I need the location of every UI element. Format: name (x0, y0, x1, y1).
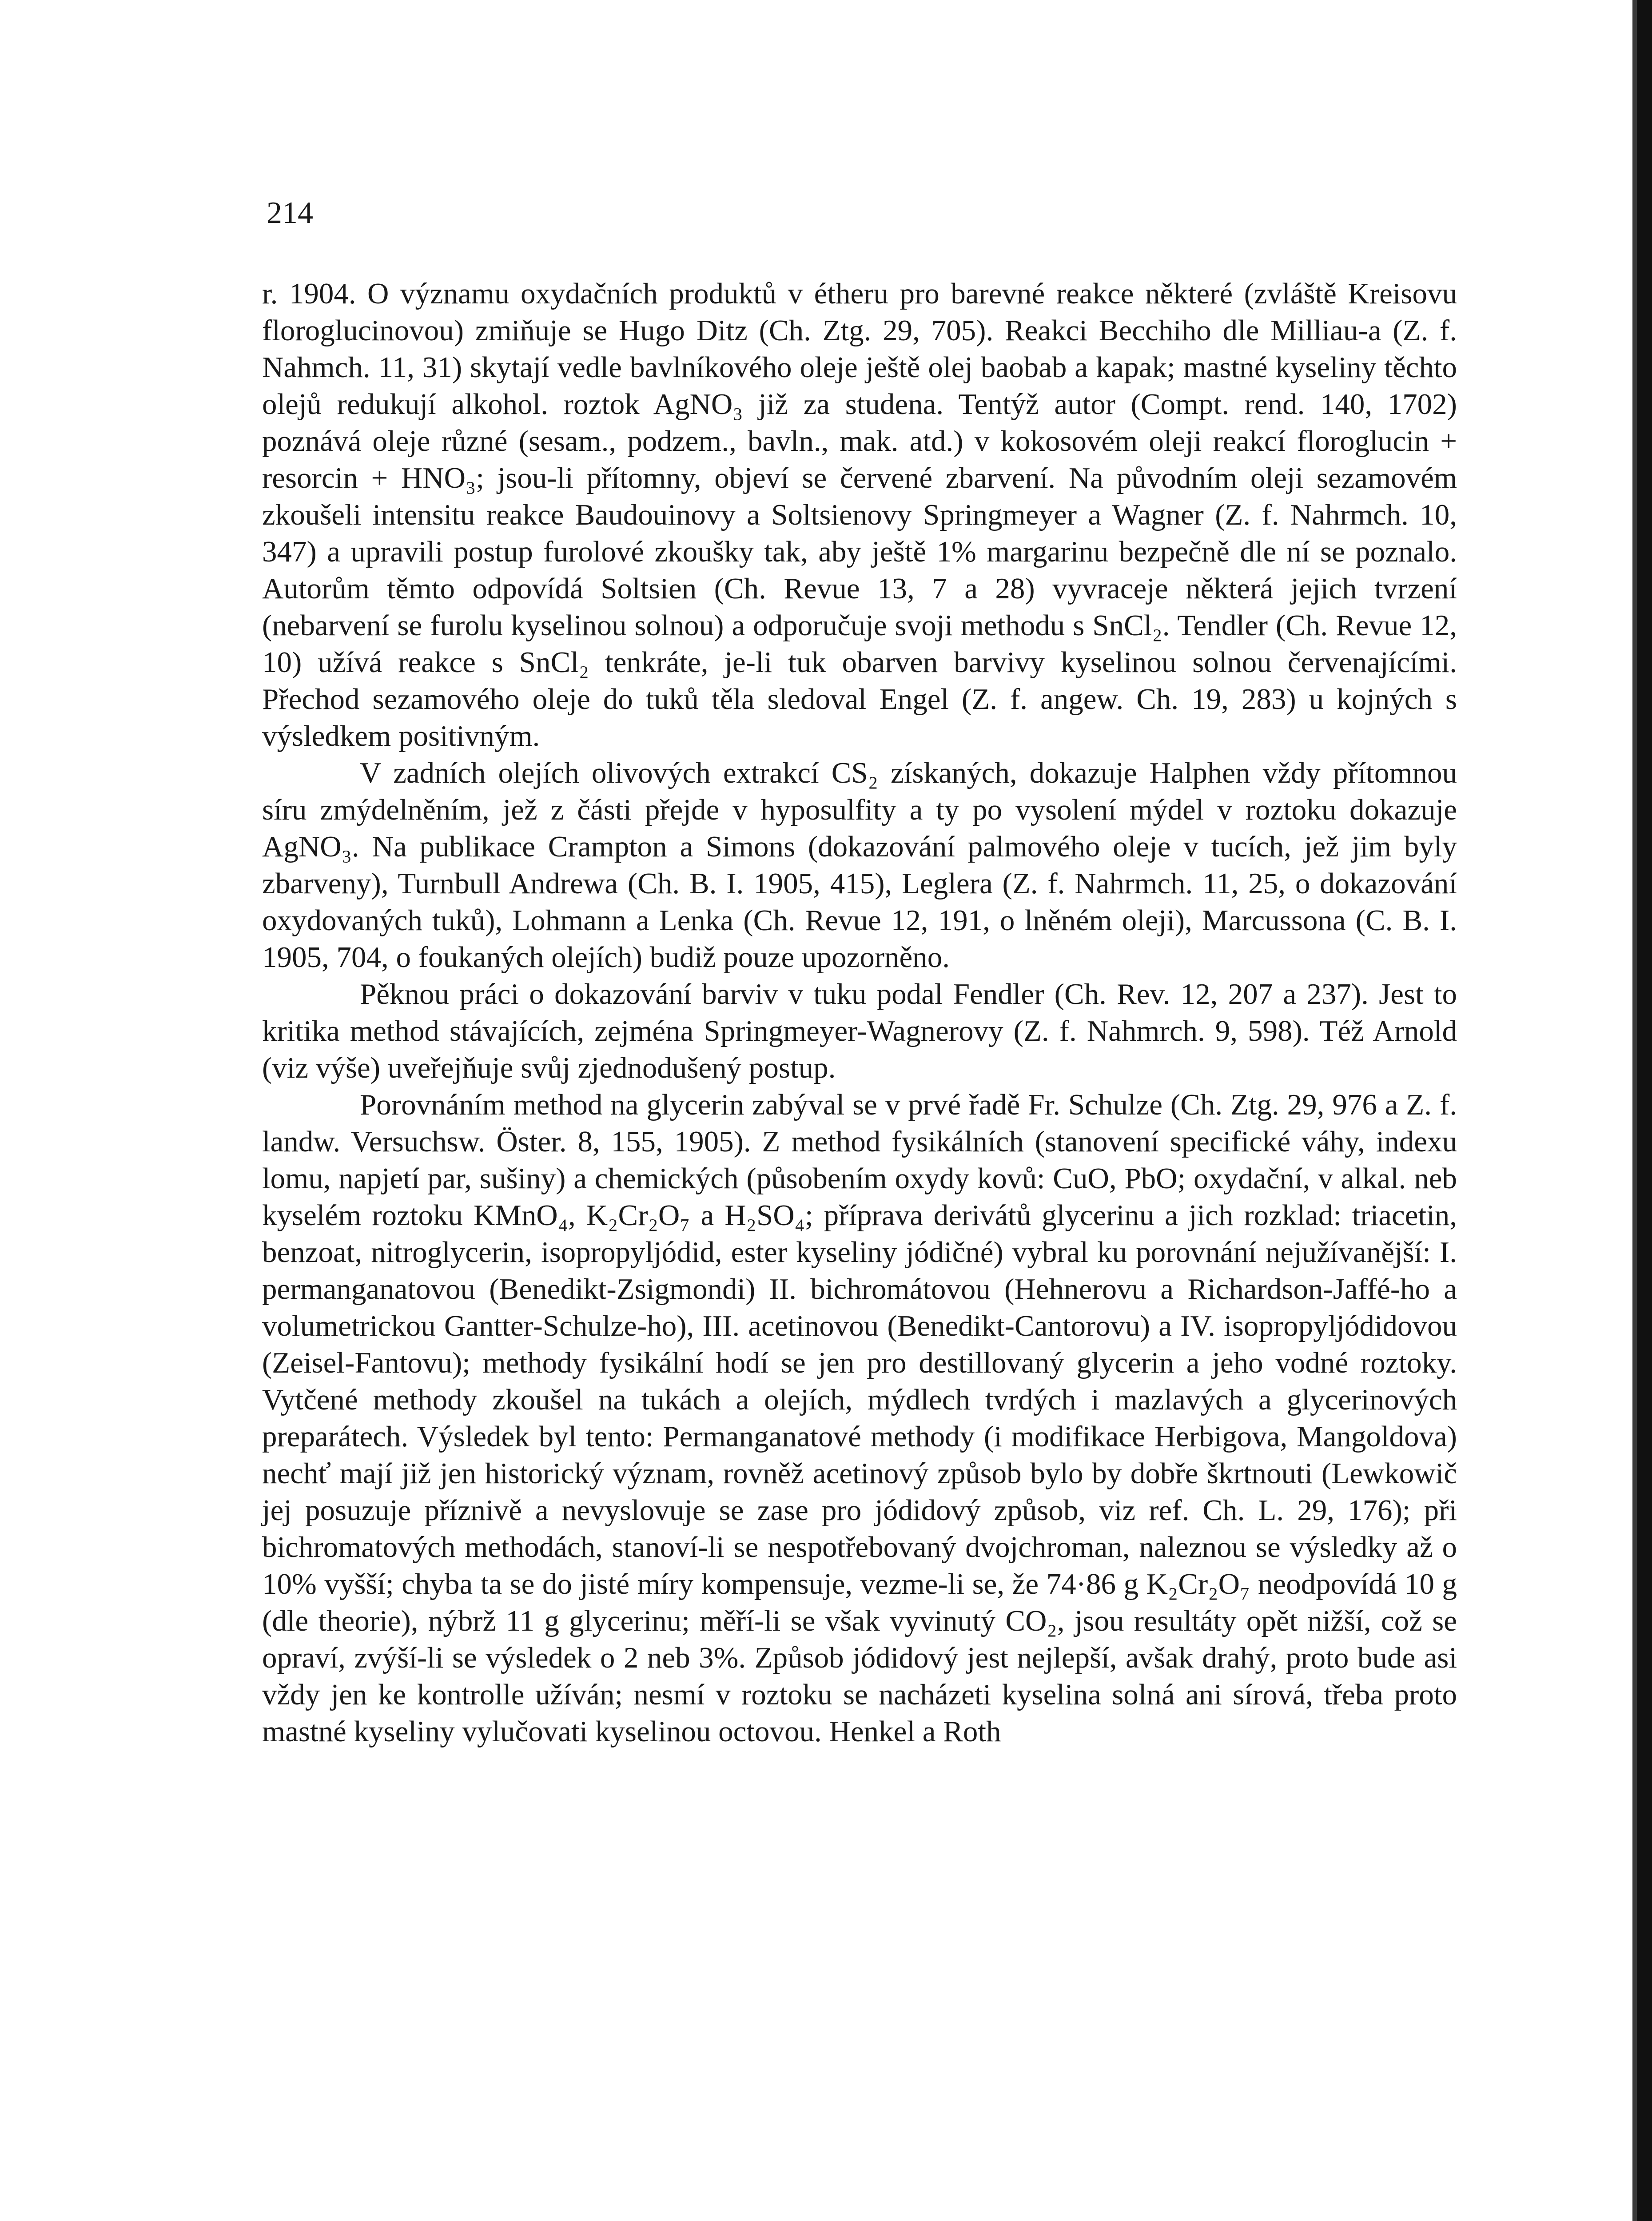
scan-edge (1637, 0, 1652, 2221)
paragraph-oxidation-products: r. 1904. O významu oxydačních produktů v étheru pro barevné reakce některé (zvláště Kreisovu floroglucinovou) zmiňuje se Hugo Ditz (Ch. Ztg. 29, 705). Reakci Becchiho dle Milliau-a (Z. f. Nahmch. 11, 31) skytají vedle bavlníkového oleje ještě olej baobab a kapak; mastné kyseliny těchto olejů redukují alkohol. roztok AgNO₃ již za studena. Tentýž autor (Compt. rend. 140, 1702) poznává oleje různé (sesam., podzem., bavln., mak. atd.) v kokosovém oleji reakcí floroglucin + resorcin + HNO₃; jsou-li přítomny, objeví se červené zbarvení. Na původním oleji sezamovém zkoušeli intensitu reakce Baudouinovy a Soltsienovy Springmeyer a Wagner (Z. f. Nahrmch. 10, 347) a upravili postup furolové zkoušky tak, aby ještě 1% margarinu bezpečně dle ní se poznalo. Autorům těmto odpovídá Soltsien (Ch. Revue 13, 7 a 28) vyvraceje některá jejich tvrzení (nebarvení se furolu kyselinou solnou) a odporučuje svoji methodu s SnCl₂. Tendler (Ch. Revue 12, 10) užívá reakce s SnCl₂ tenkráte, je-li tuk obarven barvivy kyselinou solnou červenajícími. Přechod sezamového oleje do tuků těla sledoval Engel (Z. f. angew. Ch. 19, 283) u kojných s výsledkem positivným. (262, 277, 1457, 752)
text-body (262, 275, 1457, 1750)
scan-edge-shadow (1632, 0, 1637, 2221)
paragraph-glycerin-methods: Porovnáním method na glycerin zabýval se v prvé řadě Fr. Schulze (Ch. Ztg. 29, 976 a Z. f. landw. Versuchsw. Öster. 8, 155, 1905). Z method fysikálních (stanovení specifické váhy, indexu lomu, napjetí par, sušiny) a chemických (působením oxydy kovů: CuO, PbO; oxydační, v alkal. neb kyselém roztoku KMnO₄, K₂Cr₂O₇ a H₂SO₄; příprava derivátů glycerinu a jich rozklad: triacetin, benzoat, nitroglycerin, isopropyljódid, ester kyseliny jódičné) vybral ku porovnání nejužívanější: I. permanganatovou (Benedikt-Zsigmondi) II. bichromátovou (Hehnerovu a Richardson-Jaffé-ho a volumetrickou Gantter-Schulze-ho), III. acetinovou (Benedikt-Cantorovu) a IV. isopropyljódidovou (Zeisel-Fantovu); methody fysikální hodí se jen pro destillovaný glycerin a jeho vodné roztoky. Vytčené methody zkoušel na tukách a olejích, mýdlech tvrdých i mazlavých a glycerinových preparátech. Výsledek byl tento: Permanganatové methody (i modifikace Herbigova, Mangoldova) nechť mají již jen historický význam, rovněž acetinový způsob bylo by dobře škrtnouti (Lewkowič jej posuzuje příznivě a nevyslovuje se zase pro jódidový způsob, viz ref. Ch. L. 29, 176); při bichromatových methodách, stanoví-li se nespotřebovaný dvojchroman, naleznou se výsledky až o 10% vyšší; chyba ta se do jisté míry kompensuje, vezme-li se, že 74·86 g K₂Cr₂O₇ neodpovídá 10 g (dle theorie), nýbrž 11 g glycerinu; měří-li se však vyvinutý CO₂, jsou resultáty opět nižší, což se opraví, zvýší-li se výsledek o 2 neb 3%. Způsob jódidový jest nejlepší, avšak drahý, proto bude asi vždy jen ke kontrolle užíván; nesmí v roztoku se nacházeti kyselina solná ani sírová, třeba proto mastné kyseliny vylučovati kyselinou octovou. Henkel a Roth (262, 1088, 1457, 1748)
page-number: 214 (267, 196, 313, 230)
paragraph-olive-oils: V zadních olejích olivových extrakcí CS₂ získaných, dokazuje Halphen vždy přítomnou síru zmýdelněním, jež z části přejde v hyposulfity a ty po vysolení mýdel v roztoku dokazuje AgNO₃. Na publikace Crampton a Simons (dokazování palmového oleje v tucích, jež jim byly zbarveny), Turnbull Andrewa (Ch. B. I. 1905, 415), Leglera (Z. f. Nahrmch. 11, 25, o dokazování oxydovaných tuků), Lohmann a Lenka (Ch. Revue 12, 191, o lněném oleji), Marcussona (C. B. I. 1905, 704, o foukaných olejích) budiž pouze upozorněno. (262, 756, 1457, 974)
paragraph-dyes-in-fat: Pěknou práci o dokazování barviv v tuku podal Fendler (Ch. Rev. 12, 207 a 237). Jest to kritika method stávajících, zejména Springmeyer-Wagnerovy (Z. f. Nahmrch. 9, 598). Též Arnold (viz výše) uveřejňuje svůj zjednodušený postup. (262, 978, 1457, 1084)
